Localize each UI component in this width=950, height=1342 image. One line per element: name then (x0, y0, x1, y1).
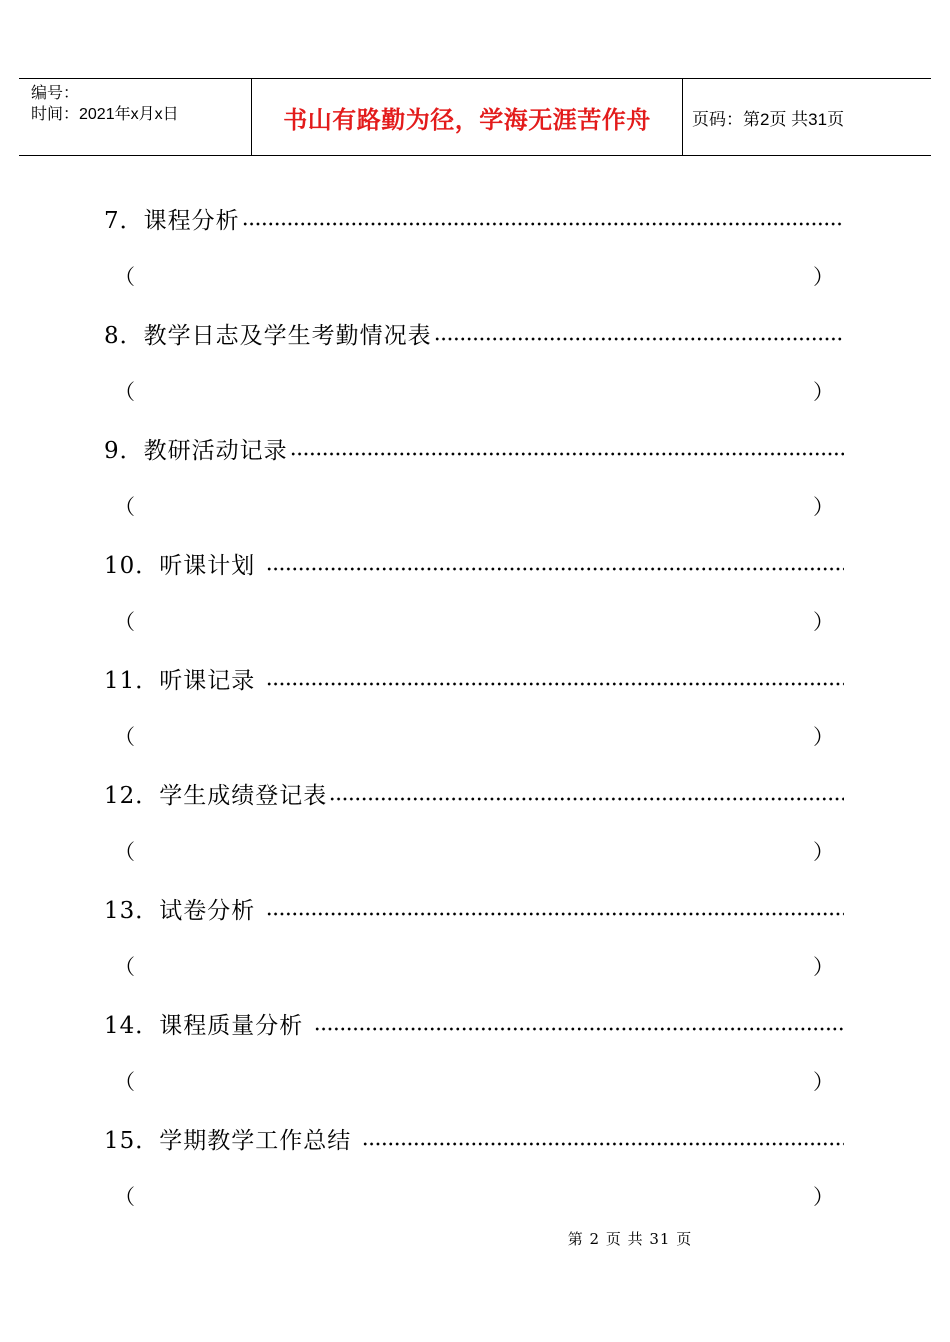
close-paren: ） (813, 725, 834, 749)
toc-entry-line (104, 1003, 844, 1043)
toc-entry-title: 12．学生成绩登记表 (104, 782, 328, 809)
open-paren: （ (114, 495, 135, 519)
toc-entry-title: 13．试卷分析 (104, 897, 264, 924)
dot-leader (434, 313, 844, 353)
dot-leader (266, 543, 844, 583)
page-number-placeholder (104, 716, 844, 756)
page-footer: 第 2 页 共 31 页 (567, 1230, 693, 1248)
table-of-contents (104, 198, 844, 1233)
toc-entry-line (104, 1118, 844, 1158)
open-paren: （ (114, 725, 135, 749)
toc-entry-line (104, 428, 844, 468)
header-page-info: 页码：第2页 共31页 (692, 110, 845, 129)
page-number-placeholder (104, 946, 844, 986)
toc-entry (104, 543, 844, 658)
header-divider-right (682, 79, 683, 156)
toc-entry-line (104, 773, 844, 813)
toc-entry (104, 658, 844, 773)
toc-entry-line (104, 888, 844, 928)
toc-entry-line (104, 543, 844, 583)
dot-leader (266, 888, 844, 928)
open-paren: （ (114, 840, 135, 864)
toc-entry-title: 9．教研活动记录 (104, 437, 288, 464)
dot-leader (242, 198, 844, 238)
toc-entry-title: 11．听课记录 (104, 667, 264, 694)
open-paren: （ (114, 1070, 135, 1094)
close-paren: ） (813, 955, 834, 979)
toc-entry-line (104, 313, 844, 353)
close-paren: ） (813, 495, 834, 519)
open-paren: （ (114, 380, 135, 404)
dot-leader (329, 773, 844, 813)
page-number-placeholder (104, 831, 844, 871)
page-number-placeholder (104, 601, 844, 641)
page-number-placeholder (104, 486, 844, 526)
toc-entry-title: 7．课程分析 (104, 207, 240, 234)
toc-entry (104, 1003, 844, 1118)
dot-leader (362, 1118, 844, 1158)
toc-entry (104, 888, 844, 1003)
open-paren: （ (114, 1185, 135, 1209)
toc-entry-title: 14．课程质量分析 (104, 1012, 312, 1039)
page-number-placeholder (104, 1176, 844, 1216)
close-paren: ） (813, 380, 834, 404)
page-header (19, 78, 931, 156)
toc-entry (104, 198, 844, 313)
toc-entry (104, 313, 844, 428)
close-paren: ） (813, 265, 834, 289)
toc-entry-line (104, 658, 844, 698)
toc-entry (104, 773, 844, 888)
toc-entry-line (104, 198, 844, 238)
toc-entry (104, 1118, 844, 1233)
number-label: 编号： (31, 85, 80, 102)
toc-entry-title: 10．听课计划 (104, 552, 264, 579)
toc-entry-title: 15．学期教学工作总结 (104, 1127, 360, 1154)
close-paren: ） (813, 1185, 834, 1209)
close-paren: ） (813, 840, 834, 864)
open-paren: （ (114, 955, 135, 979)
close-paren: ） (813, 1070, 834, 1094)
time-label: 时间：2021年x月x日 (31, 106, 179, 123)
toc-entry (104, 428, 844, 543)
toc-entry-title: 8．教学日志及学生考勤情况表 (104, 322, 432, 349)
header-meta (31, 83, 246, 125)
dot-leader (290, 428, 844, 468)
header-motto: 书山有路勤为径，学海无涯苦作舟 (283, 106, 651, 134)
page-number-placeholder (104, 371, 844, 411)
dot-leader (314, 1003, 844, 1043)
close-paren: ） (813, 610, 834, 634)
open-paren: （ (114, 610, 135, 634)
open-paren: （ (114, 265, 135, 289)
page-number-placeholder (104, 256, 844, 296)
page-number-placeholder (104, 1061, 844, 1101)
dot-leader (266, 658, 844, 698)
